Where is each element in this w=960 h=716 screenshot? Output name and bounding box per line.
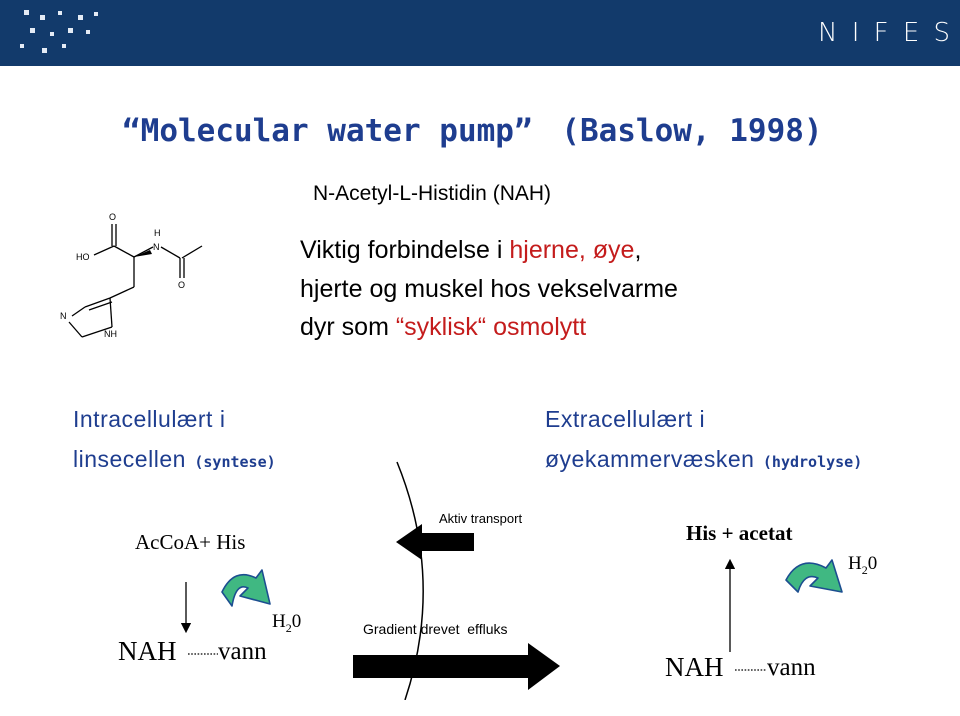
atom-o-top: O (109, 212, 117, 222)
vann-right: vann (767, 654, 816, 681)
aktiv-transport-label: Aktiv transport (439, 511, 523, 526)
right-note: (hydrolyse) (762, 453, 863, 471)
h2o-left-h: H (272, 611, 286, 632)
left-note: (syntese) (194, 453, 276, 471)
aktiv-transport-arrow (396, 524, 474, 560)
gradient-arrow (353, 643, 560, 690)
desc-text-3: dyr som (300, 313, 396, 341)
atom-h: H (154, 228, 161, 238)
description-line-2: hjerte og muskel hos vekselvarme (300, 275, 678, 303)
atom-ho: HO (76, 252, 90, 262)
h2o-right-sub: 2 (861, 562, 868, 577)
nah-left: NAH (118, 636, 177, 666)
molecule-name: N-Acetyl-L-Histidin (NAH) (313, 182, 552, 205)
h2o-left-o: 0 (291, 611, 302, 632)
atom-n-ring: N (60, 311, 67, 321)
h2o-right-o: 0 (867, 553, 878, 574)
left-curved-arrow (222, 570, 270, 606)
desc-comma: , (634, 236, 642, 264)
bottom-strip (0, 700, 960, 716)
logo-text: N I F E S (818, 18, 954, 48)
desc-highlight-osmolyte: “syklisk“ osmolytt (395, 313, 587, 341)
right-heading-text: øyekammervæsken (545, 446, 755, 472)
left-reactant: AcCoA+ His (135, 530, 246, 554)
h2o-left-sub: 2 (285, 620, 292, 635)
left-heading-line-1: Intracellulært i (73, 406, 226, 432)
right-product: His + acetat (686, 521, 793, 545)
left-heading-text: linsecellen (73, 446, 186, 472)
h2o-right-h: H (848, 553, 862, 574)
h2o-right (848, 553, 877, 578)
desc-highlight-organs: hjerne, øye (509, 236, 635, 264)
desc-text: Viktig forbindelse i (300, 236, 510, 264)
h2o-left (272, 611, 301, 636)
atom-nh-ring: NH (104, 329, 117, 339)
title-citation: (Baslow, 1998) (561, 113, 823, 149)
gradient-label: Gradient drevet effluks (363, 621, 508, 637)
title-prefix: “Molecular water pump” (122, 113, 533, 149)
right-heading-line-1: Extracellulært i (545, 406, 706, 432)
atom-o-right: O (178, 280, 186, 290)
right-curved-arrow (786, 560, 842, 592)
vann-left: vann (218, 638, 267, 665)
atom-n: N (153, 242, 160, 252)
nah-right: NAH (665, 652, 724, 682)
